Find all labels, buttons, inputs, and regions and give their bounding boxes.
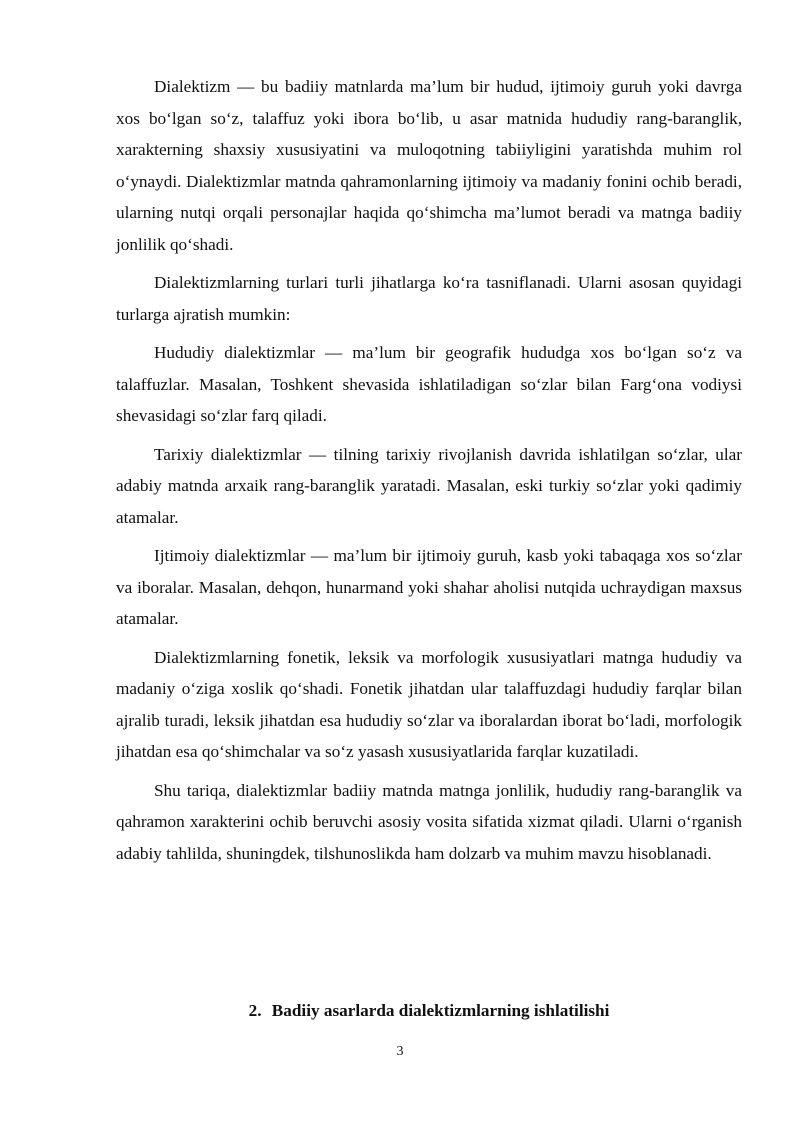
paragraph-conclusion: Shu tariqa, dialektizmlar badiiy matnda matnga jonlilik, hududiy rang-baranglik va qahramon xarakterini ochib beruvchi asosiy vosita sifatida xizmat qiladi. Ularni o‘rganish adabiy tahlilda, shuningdek, tilshunoslikda ham dolzarb va muhim mavzu hisoblanadi.	[116, 780, 742, 863]
page-number: 3	[396, 1044, 404, 1059]
body-text	[116, 71, 742, 876]
paragraph-types-intro: Dialektizmlarning turlari turli jihatlarga ko‘ra tasniflanadi. Ularni asosan quyidagi turlarga ajratish mumkin:	[116, 273, 742, 324]
paragraph-dialektizm-definition: Dialektizm — bu badiiy matnlarda ma’lum bir hudud, ijtimoiy guruh yoki davrga xos bo‘lgan so‘z, talaffuz yoki ibora bo‘lib, u asar matnida hududiy rang-baranglik, xarakterning shaxsiy xususiyatini va muloqotning tabiiyligini yaratishda muhim rol o‘ynaydi. Dialektizmlar matnda qahramonlarning ijtimoiy va madaniy fonini ochib beradi, ularning nutqi orqali personajlar haqida qo‘shimcha ma’lumot beradi va matnga badiiy jonlilik qo‘shadi.	[116, 77, 742, 254]
section-number: 2.	[248, 1001, 262, 1020]
paragraph-social-dialectisms: Ijtimoiy dialektizmlar — ma’lum bir ijtimoiy guruh, kasb yoki tabaqaga xos so‘zlar va iboralar. Masalan, dehqon, hunarmand yoki shahar aholisi nutqida uchraydigan maxsus atamalar.	[116, 546, 742, 628]
section-heading	[116, 995, 742, 1027]
paragraph-features: Dialektizmlarning fonetik, leksik va morfologik xususiyatlari matnga hududiy va madaniy o‘ziga xoslik qo‘shadi. Fonetik jihatdan ular talaffuzdagi hududiy farqlar bilan ajralib turadi, leksik jihatdan esa hududiy so‘zlar va iboralardan iborat bo‘ladi, morfologik jihatdan esa qo‘shimchalar va so‘z yasash xususiyatlarida farqlar kuzatiladi.	[116, 647, 742, 761]
paragraph-historical-dialectisms: Tarixiy dialektizmlar — tilning tarixiy rivojlanish davrida ishlatilgan so‘zlar, ular adabiy matnda arxaik rang-baranglik yaratadi. Masalan, eski turkiy so‘zlar yoki qadimiy atamalar.	[116, 444, 742, 527]
paragraph-regional-dialectisms: Hududiy dialektizmlar — ma’lum bir geografik hududga xos bo‘lgan so‘z va talaffuzlar. Masalan, Toshkent shevasida ishlatiladigan so‘zlar bilan Farg‘ona vodiysi shevasidagi so‘zlar farq qiladi.	[116, 343, 742, 425]
section-title: Badiiy asarlarda dialektizmlarning ishlatilishi	[271, 1001, 610, 1020]
